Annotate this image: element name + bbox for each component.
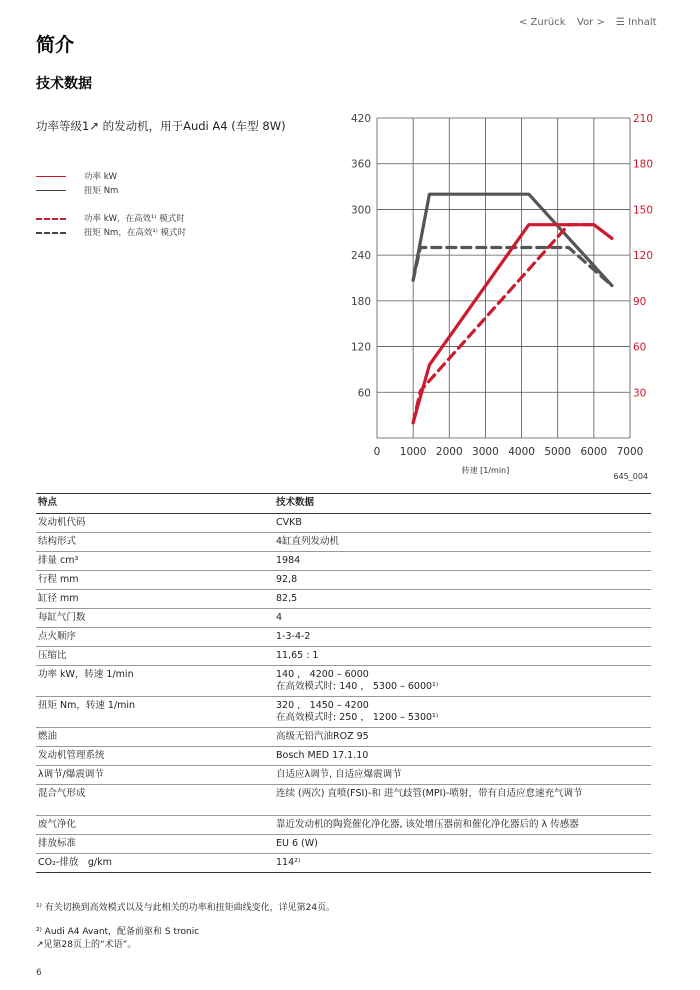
table-row bbox=[36, 533, 651, 552]
spec-value-line bbox=[276, 800, 647, 812]
spec-value-line: 82,5 bbox=[276, 593, 298, 604]
spec-value-cell bbox=[274, 728, 651, 747]
chart-x-tick-label: 3000 bbox=[472, 446, 499, 458]
spec-value-cell bbox=[274, 697, 651, 728]
legend-line-torque bbox=[36, 190, 66, 191]
table-row bbox=[36, 785, 651, 816]
chart-series-line-torque-efficiency bbox=[413, 248, 612, 286]
spec-value-line: 92,8 bbox=[276, 574, 298, 585]
legend-line-torque-efficiency bbox=[36, 232, 66, 234]
spec-value-cell bbox=[274, 647, 651, 666]
nav-forward-link[interactable]: Vor > bbox=[577, 17, 605, 28]
table-row bbox=[36, 514, 651, 533]
chart-series-line-torque bbox=[413, 194, 612, 285]
table-row bbox=[36, 628, 651, 647]
spec-value-cell bbox=[274, 785, 651, 816]
table-row bbox=[36, 747, 651, 766]
spec-value-cell bbox=[274, 571, 651, 590]
legend-item-power bbox=[36, 170, 276, 184]
spec-feature-cell: λ调节/爆震调节 bbox=[36, 766, 274, 785]
legend-label-torque-efficiency: 扭矩 Nm，在高效¹⁾ 模式时 bbox=[84, 228, 187, 238]
spec-table bbox=[36, 493, 651, 873]
table-header-feature: 特点 bbox=[36, 494, 274, 514]
spec-feature-cell: 发动机管理系统 bbox=[36, 747, 274, 766]
spec-feature-cell: 功率 kW，转速 1/min bbox=[36, 666, 274, 697]
chart-y-left-tick-label: 180 bbox=[350, 295, 371, 308]
legend-line-power bbox=[36, 176, 66, 177]
spec-value-line: 自适应λ调节, 自适应爆震调节 bbox=[276, 769, 402, 780]
spec-feature-cell: 点火顺序 bbox=[36, 628, 274, 647]
spec-value-cell bbox=[274, 747, 651, 766]
spec-value-cell bbox=[274, 514, 651, 533]
spec-value-cell bbox=[274, 816, 651, 835]
chart-container bbox=[0, 0, 700, 490]
page-title: 简介 bbox=[36, 34, 75, 56]
spec-value-cell bbox=[274, 533, 651, 552]
spec-value-line: Bosch MED 17.1.10 bbox=[276, 750, 369, 761]
spec-value-cell bbox=[274, 609, 651, 628]
chart-y-left-tick-label: 240 bbox=[350, 250, 371, 263]
spec-feature-cell: 行程 mm bbox=[36, 571, 274, 590]
spec-feature-cell: 结构形式 bbox=[36, 533, 274, 552]
chart-y-right-tick-label: 150 bbox=[633, 204, 654, 217]
spec-value-cell bbox=[274, 766, 651, 785]
nav-toc-link[interactable]: ☰ Inhalt bbox=[616, 17, 657, 28]
chart-y-left-tick-label: 300 bbox=[350, 204, 371, 217]
table-header-value: 技术数据 bbox=[274, 494, 651, 514]
spec-feature-cell: 缸径 mm bbox=[36, 590, 274, 609]
spec-value-line: 4缸直列发动机 bbox=[276, 536, 340, 547]
spec-feature-cell: 每缸气门数 bbox=[36, 609, 274, 628]
chart-y-right-tick-label: 210 bbox=[633, 113, 654, 125]
legend-label-torque: 扭矩 Nm bbox=[84, 186, 119, 196]
chart-x-axis-label: 转速 [1/min] bbox=[461, 466, 510, 475]
footnote-1: ¹⁾ 有关切换到高效模式以及与此相关的功率和扭矩曲线变化，详见第24页。 bbox=[36, 903, 336, 913]
legend-label-power-efficiency: 功率 kW，在高效¹⁾ 模式时 bbox=[84, 214, 185, 224]
spec-value-line: 靠近发动机的陶瓷催化净化器, 该处增压器前和催化净化器后的 λ 传感器 bbox=[276, 819, 579, 830]
legend-line-power-efficiency bbox=[36, 218, 66, 220]
spec-value-line: 1984 bbox=[276, 555, 301, 566]
chart-y-left-tick-label: 360 bbox=[350, 158, 371, 171]
chart-y-left-tick-label: 60 bbox=[357, 387, 371, 400]
spec-feature-cell: 扭矩 Nm，转速 1/min bbox=[36, 697, 274, 728]
legend-item-power-efficiency bbox=[36, 212, 276, 226]
spec-value-line: CVKB bbox=[276, 517, 302, 528]
intro-text: 功率等级1↗ 的发动机，用于Audi A4 (车型 8W) bbox=[36, 119, 286, 133]
table-row bbox=[36, 666, 651, 697]
chart-y-right-tick-label: 180 bbox=[633, 158, 654, 171]
chart-x-tick-label: 4000 bbox=[508, 446, 535, 458]
spec-value-line: 114²⁾ bbox=[276, 857, 301, 868]
spec-feature-cell: 排量 cm³ bbox=[36, 552, 274, 571]
spec-feature-cell: 压缩比 bbox=[36, 647, 274, 666]
table-row bbox=[36, 728, 651, 747]
table-row bbox=[36, 590, 651, 609]
spec-value-cell bbox=[274, 552, 651, 571]
table-row bbox=[36, 766, 651, 785]
footnote-2 bbox=[36, 926, 199, 952]
chart-y-right-tick-label: 30 bbox=[633, 387, 647, 400]
table-header-row bbox=[36, 494, 651, 514]
legend-spacer bbox=[36, 198, 276, 212]
power-torque-chart bbox=[0, 0, 700, 490]
spec-value-cell bbox=[274, 666, 651, 697]
spec-value-line: 在高效模式时: 140 ， 5300 – 6000¹⁾ bbox=[276, 681, 439, 692]
spec-feature-cell: 废气净化 bbox=[36, 816, 274, 835]
page-number: 6 bbox=[36, 968, 42, 978]
chart-x-tick-label: 2000 bbox=[435, 446, 463, 458]
spec-value-line: 1-3-4-2 bbox=[276, 631, 311, 642]
footnote-2-line-2: ↗见第28页上的“术语”。 bbox=[36, 940, 137, 950]
chart-x-tick-label: 6000 bbox=[580, 446, 608, 458]
chart-figure-code: 645_004 bbox=[613, 472, 648, 481]
table-row bbox=[36, 697, 651, 728]
table-row bbox=[36, 835, 651, 854]
spec-value-cell bbox=[274, 854, 651, 873]
table-row bbox=[36, 552, 651, 571]
spec-table-body bbox=[36, 514, 651, 873]
spec-feature-cell: 发动机代码 bbox=[36, 514, 274, 533]
spec-value-line: EU 6 (W) bbox=[276, 838, 318, 849]
table-row bbox=[36, 854, 651, 873]
section-title: 技术数据 bbox=[36, 76, 92, 92]
spec-value-line: 4 bbox=[276, 612, 283, 623]
spec-value-line: 11,65 : 1 bbox=[276, 650, 319, 661]
spec-value-line: 320 ， 1450 – 4200 bbox=[276, 700, 369, 711]
legend-label-power: 功率 kW bbox=[84, 172, 118, 182]
chart-x-tick-label: 7000 bbox=[616, 446, 644, 458]
chart-y-right-tick-label: 60 bbox=[633, 341, 647, 354]
chart-series-line-power-efficiency bbox=[413, 225, 612, 423]
nav-back-link[interactable]: < Zurück bbox=[519, 17, 566, 28]
spec-feature-cell: 混合气形成 bbox=[36, 785, 274, 816]
table-row bbox=[36, 571, 651, 590]
chart-y-left-tick-label: 120 bbox=[350, 341, 371, 354]
legend-item-torque bbox=[36, 184, 276, 198]
table-row bbox=[36, 609, 651, 628]
spec-value-cell bbox=[274, 590, 651, 609]
spec-value-line: 连续 (两次) 直喷(FSI)-和 进气歧管(MPI)-喷射，带有自适应怠速充气调节 bbox=[276, 788, 583, 799]
spec-value-cell bbox=[274, 628, 651, 647]
table-row bbox=[36, 816, 651, 835]
spec-feature-cell: 排放标准 bbox=[36, 835, 274, 854]
spec-value-line: 高级无铅汽油ROZ 95 bbox=[276, 731, 369, 742]
chart-legend bbox=[36, 170, 276, 240]
chart-x-tick-label: 0 bbox=[373, 446, 381, 458]
spec-value-line: 140 ， 4200 – 6000 bbox=[276, 669, 369, 680]
chart-y-right-tick-label: 120 bbox=[633, 250, 654, 263]
chart-series-line-power bbox=[413, 225, 612, 423]
spec-feature-cell: CO₂-排放 g/km bbox=[36, 854, 274, 873]
chart-y-left-tick-label: 420 bbox=[350, 113, 371, 125]
spec-value-line: 在高效模式时: 250 ， 1200 – 5300¹⁾ bbox=[276, 712, 439, 723]
footnote-2-line-1: ²⁾ Audi A4 Avant，配备前驱和 S tronic bbox=[36, 927, 200, 937]
table-row bbox=[36, 647, 651, 666]
spec-feature-cell: 燃油 bbox=[36, 728, 274, 747]
legend-item-torque-efficiency bbox=[36, 226, 276, 240]
chart-x-tick-label: 5000 bbox=[544, 446, 572, 458]
spec-value-cell bbox=[274, 835, 651, 854]
chart-y-right-tick-label: 90 bbox=[633, 295, 647, 308]
chart-x-tick-label: 1000 bbox=[399, 446, 427, 458]
